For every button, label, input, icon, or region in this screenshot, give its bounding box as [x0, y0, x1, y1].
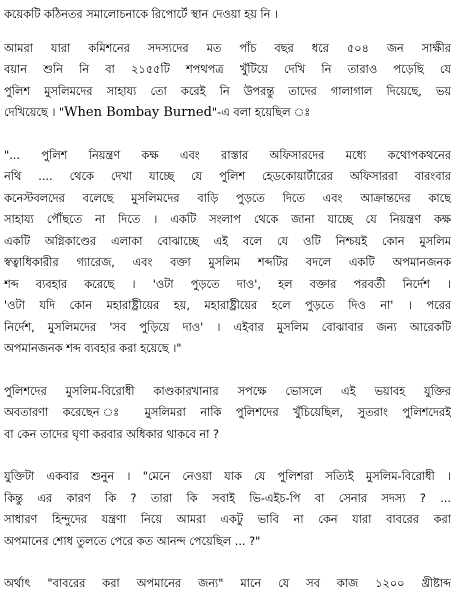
- text-line: কনেস্টবলদের বলেছে মুসলিমদের বাড়ি পুড়তে দিতে এবং আক্রান্তদের কাছে: [4, 191, 451, 205]
- text-line: নির্দেশ, মুসলিমদের 'সব পুড়িয়ে দাও' । এইবার মুসলিম বোঝাবার জন্য আরেকটি: [4, 320, 451, 334]
- text-line: সাহায্য পৌঁছতে না দিতে । একটি সংলাপ থেকে জানা যাচ্ছে যে নিয়ন্ত্রণ কক্ষ: [4, 213, 451, 226]
- paragraph-6: [4, 573, 451, 595]
- paragraph-3-quote: [4, 145, 451, 360]
- book-title: When Bombay Burned: [64, 105, 212, 120]
- text-line: সাধারণ হিন্দুদের যন্ত্রণা নিয়ে আমরা একটু ভাবি না কেন যারা বাবরের করা: [4, 513, 451, 526]
- text-line: আমরা যারা কমিশনের সদস্যদের মত পাঁচ বছর ধরে ৫০৪ জন সাক্ষীর: [4, 41, 451, 55]
- text-line: বয়ান শুনি নি বা ২১৫৫টি শপথপত্র খুঁটিয়ে দেখি নি তারাও পড়েছি যে: [4, 63, 451, 76]
- text-line: 'ওটা যদি কোন মহারাষ্ট্রীয়ের হয়, মহারাষ্ট্রীয়ের হলে পুড়তে দিও না' । পরের: [4, 299, 451, 312]
- text-line: অপমানের শোধ তুলতে পেরে কত আনন্দ পেয়েছিল ... ?": [4, 534, 261, 548]
- text-line: কিন্তু এর কারণ কি ? তারা কি সবাই ভি-এইচ-পি বা সেনার সদস্য ? ...: [4, 491, 451, 505]
- paragraph-4: [4, 381, 451, 446]
- text-fragment: "-এ বলা হয়েছিল ঃ: [211, 106, 311, 119]
- text-fragment: দেখিয়েছে । ": [4, 106, 65, 119]
- text-line: নথি .... থেকে দেখা যাচ্ছে যে পুলিশ হেডকোয়ার্টারের অফিসাররা বারংবার: [4, 170, 451, 183]
- text-line: পুলিশদের মুসলিম-বিরোধী কাণ্ডকারখানার সপক্ষে ভোসলে এই ভয়াবহ যুক্তির: [4, 384, 451, 398]
- text-line: স্বত্বাধিকারীর গ্যারেজ, এবং বক্তা মুসলিম শব্দটির বদলে একটি অপমানজনক: [4, 256, 451, 269]
- document-page: [4, 4, 451, 616]
- text-line: পুলিশ মুসলিমদের সাহায্য তো করেই নি উপরন্তু তাদের গালাগাল দিয়েছে, ভয়: [4, 84, 451, 98]
- text-line: শব্দ ব্যবহার করেছে । 'ওটা পুড়তে দাও', হল বক্তার পরবর্তী নির্দেশ ।: [4, 277, 451, 291]
- text-line: যুক্তিটা একবার শুনুন । "মেনে নেওয়া যাক যে পুলিশরা সত্যিই মুসলিম-বিরোধী ।: [4, 470, 451, 483]
- text-line: একটি অগ্নিকাণ্ডের এলাকা বোঝাচ্ছে এই বলে যে ওটি নিশ্চয়ই কোন মুসলিম: [4, 234, 451, 248]
- text-line: অবতারণা করেছেন ঃ মুসলিমরা নাকি পুলিশদের খুঁচিয়েছিল, সুতরাং পুলিশদেরই: [4, 406, 451, 419]
- text-line: বা কেন তাদের ঘৃণা করবার অধিকার থাকবে না ?: [4, 427, 220, 441]
- text-line: কয়েকটি কঠিনতর সমালোচনাকে রিপোর্টে স্থান দেওয়া হয় নি ।: [4, 8, 279, 21]
- paragraph-5: [4, 466, 451, 552]
- paragraph-1: [4, 4, 451, 26]
- text-line: অর্থাৎ "বাবরের করা অপমানের জন্য" মানে যে সব কাজ ১২০০ খ্রীষ্টাব্দ: [4, 577, 451, 590]
- text-line: অপমানজনক শব্দ ব্যবহার করা হয়েছে ।": [4, 342, 182, 355]
- text-line: [4, 102, 451, 124]
- text-line: "... পুলিশ নিয়ন্ত্রণ কক্ষ এবং রাস্তার অফিসারদের মধ্যে কথোপকথনের: [4, 148, 451, 162]
- paragraph-2: [4, 38, 451, 124]
